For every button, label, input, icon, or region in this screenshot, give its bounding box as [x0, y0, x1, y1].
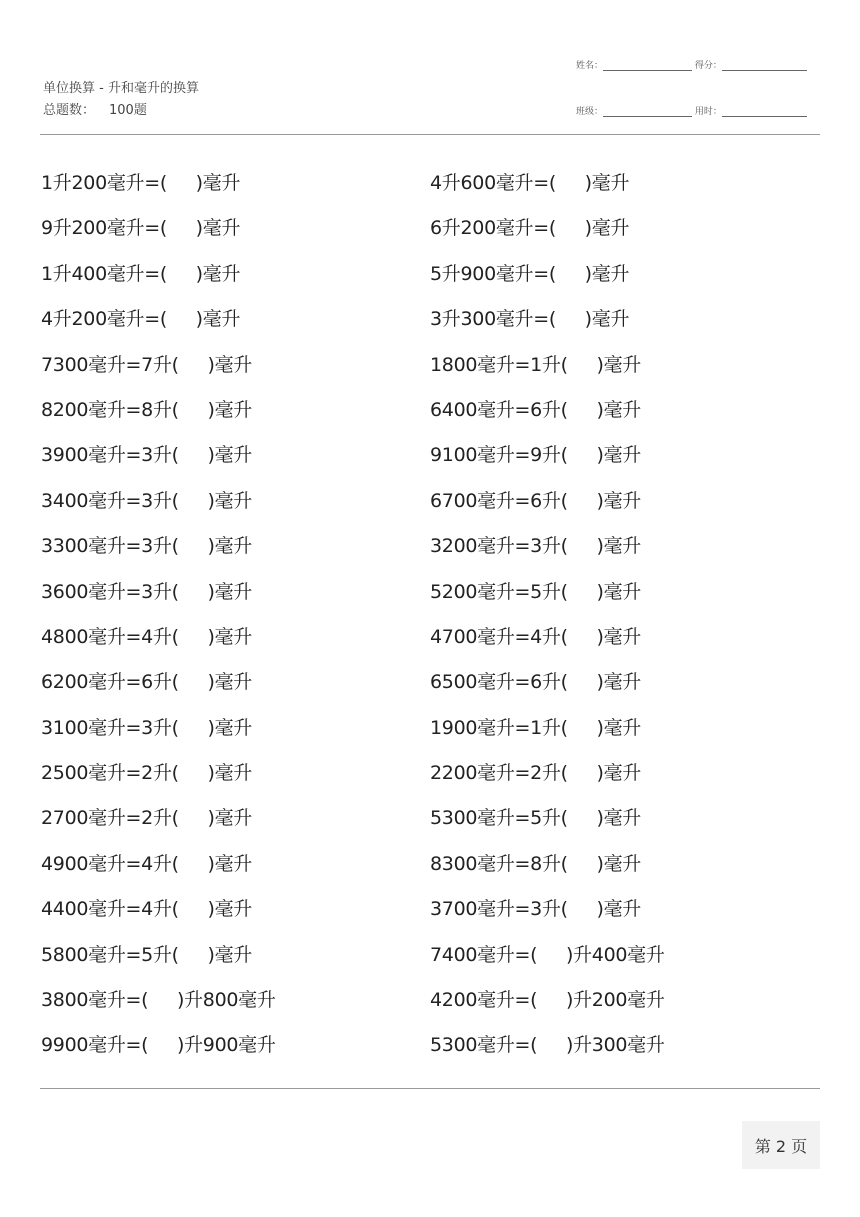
problem-right: 3升300毫升=( )毫升 [430, 308, 630, 331]
time-label: 用时： [694, 107, 722, 117]
problem-row [40, 478, 820, 523]
problem-row [40, 432, 820, 477]
problem-left: 4800毫升=4升( )毫升 [41, 625, 252, 648]
header-fields-row-1 [576, 58, 821, 71]
problem-right: 6700毫升=6升( )毫升 [430, 489, 641, 512]
problem-right: 5升900毫升=( )毫升 [430, 262, 630, 285]
class-blank [603, 106, 692, 117]
worksheet-title: 单位换算 - 升和毫升的换算 [43, 81, 199, 96]
problem-left: 2700毫升=2升( )毫升 [41, 807, 252, 830]
problem-row [40, 342, 820, 387]
problem-row [40, 569, 820, 614]
problem-list [40, 160, 820, 1068]
problem-right: 3200毫升=3升( )毫升 [430, 535, 641, 558]
question-count-value: 100题 [109, 103, 147, 118]
problem-left: 9900毫升=( )升900毫升 [41, 1034, 276, 1057]
header-divider [40, 134, 820, 135]
problem-left: 1升200毫升=( )毫升 [41, 172, 241, 194]
problem-right: 4200毫升=( )升200毫升 [430, 989, 665, 1012]
time-blank [722, 106, 807, 117]
problem-left: 9升200毫升=( )毫升 [41, 217, 241, 240]
problem-right: 9100毫升=9升( )毫升 [430, 444, 641, 467]
worksheet-header [43, 78, 199, 122]
problem-row [40, 886, 820, 931]
problem-left: 3900毫升=3升( )毫升 [41, 444, 252, 467]
problem-right: 5300毫升=( )升300毫升 [430, 1034, 665, 1057]
problem-right: 6升200毫升=( )毫升 [430, 217, 630, 240]
name-label: 姓名： [576, 61, 604, 71]
score-label: 得分： [694, 61, 722, 71]
footer-divider [40, 1088, 820, 1089]
class-field [576, 104, 692, 117]
problem-row [40, 1022, 820, 1067]
question-count [43, 100, 199, 122]
problem-right: 4700毫升=4升( )毫升 [430, 625, 641, 648]
problem-right: 6500毫升=6升( )毫升 [430, 671, 641, 694]
problem-right: 3700毫升=3升( )毫升 [430, 898, 641, 921]
page-number: 第 2 页 [742, 1121, 820, 1169]
problem-left: 7300毫升=7升( )毫升 [41, 353, 252, 376]
problem-row [40, 160, 820, 205]
problem-row [40, 841, 820, 886]
question-count-label: 总题数： [43, 103, 96, 118]
problem-right: 1900毫升=1升( )毫升 [430, 716, 641, 739]
problem-left: 4升200毫升=( )毫升 [41, 308, 241, 331]
problem-right: 5300毫升=5升( )毫升 [430, 807, 641, 830]
problem-row [40, 251, 820, 296]
problem-row [40, 659, 820, 704]
problem-row [40, 205, 820, 250]
problem-left: 3100毫升=3升( )毫升 [41, 716, 252, 739]
problem-right: 2200毫升=2升( )毫升 [430, 762, 641, 785]
problem-row [40, 932, 820, 977]
problem-left: 8200毫升=8升( )毫升 [41, 398, 252, 421]
problem-right: 8300毫升=8升( )毫升 [430, 852, 641, 875]
name-field [576, 58, 692, 71]
problem-right: 5200毫升=5升( )毫升 [430, 580, 641, 603]
problem-row [40, 614, 820, 659]
problem-left: 6200毫升=6升( )毫升 [41, 671, 252, 694]
time-field [695, 104, 807, 117]
problem-row [40, 296, 820, 341]
problem-left: 5800毫升=5升( )毫升 [41, 943, 252, 966]
problem-right: 6400毫升=6升( )毫升 [430, 398, 641, 421]
problem-left: 3400毫升=3升( )毫升 [41, 489, 252, 512]
problem-row [40, 977, 820, 1022]
problem-row [40, 523, 820, 568]
problem-left: 2500毫升=2升( )毫升 [41, 762, 252, 785]
problem-left: 3800毫升=( )升800毫升 [41, 989, 276, 1012]
problem-right: 1800毫升=1升( )毫升 [430, 353, 641, 376]
name-blank [603, 60, 692, 71]
problem-left: 3600毫升=3升( )毫升 [41, 580, 252, 603]
problem-row [40, 750, 820, 795]
problem-row [40, 795, 820, 840]
header-fields-row-2 [576, 104, 821, 117]
problem-left: 1升400毫升=( )毫升 [41, 262, 241, 285]
problem-row [40, 387, 820, 432]
problem-left: 4900毫升=4升( )毫升 [41, 852, 252, 875]
problem-row [40, 705, 820, 750]
score-field [695, 58, 807, 71]
problem-right: 7400毫升=( )升400毫升 [430, 943, 665, 966]
problem-left: 4400毫升=4升( )毫升 [41, 898, 252, 921]
class-label: 班级： [576, 107, 604, 117]
score-blank [722, 60, 807, 71]
problem-left: 3300毫升=3升( )毫升 [41, 535, 252, 558]
problem-right: 4升600毫升=( )毫升 [430, 172, 630, 194]
